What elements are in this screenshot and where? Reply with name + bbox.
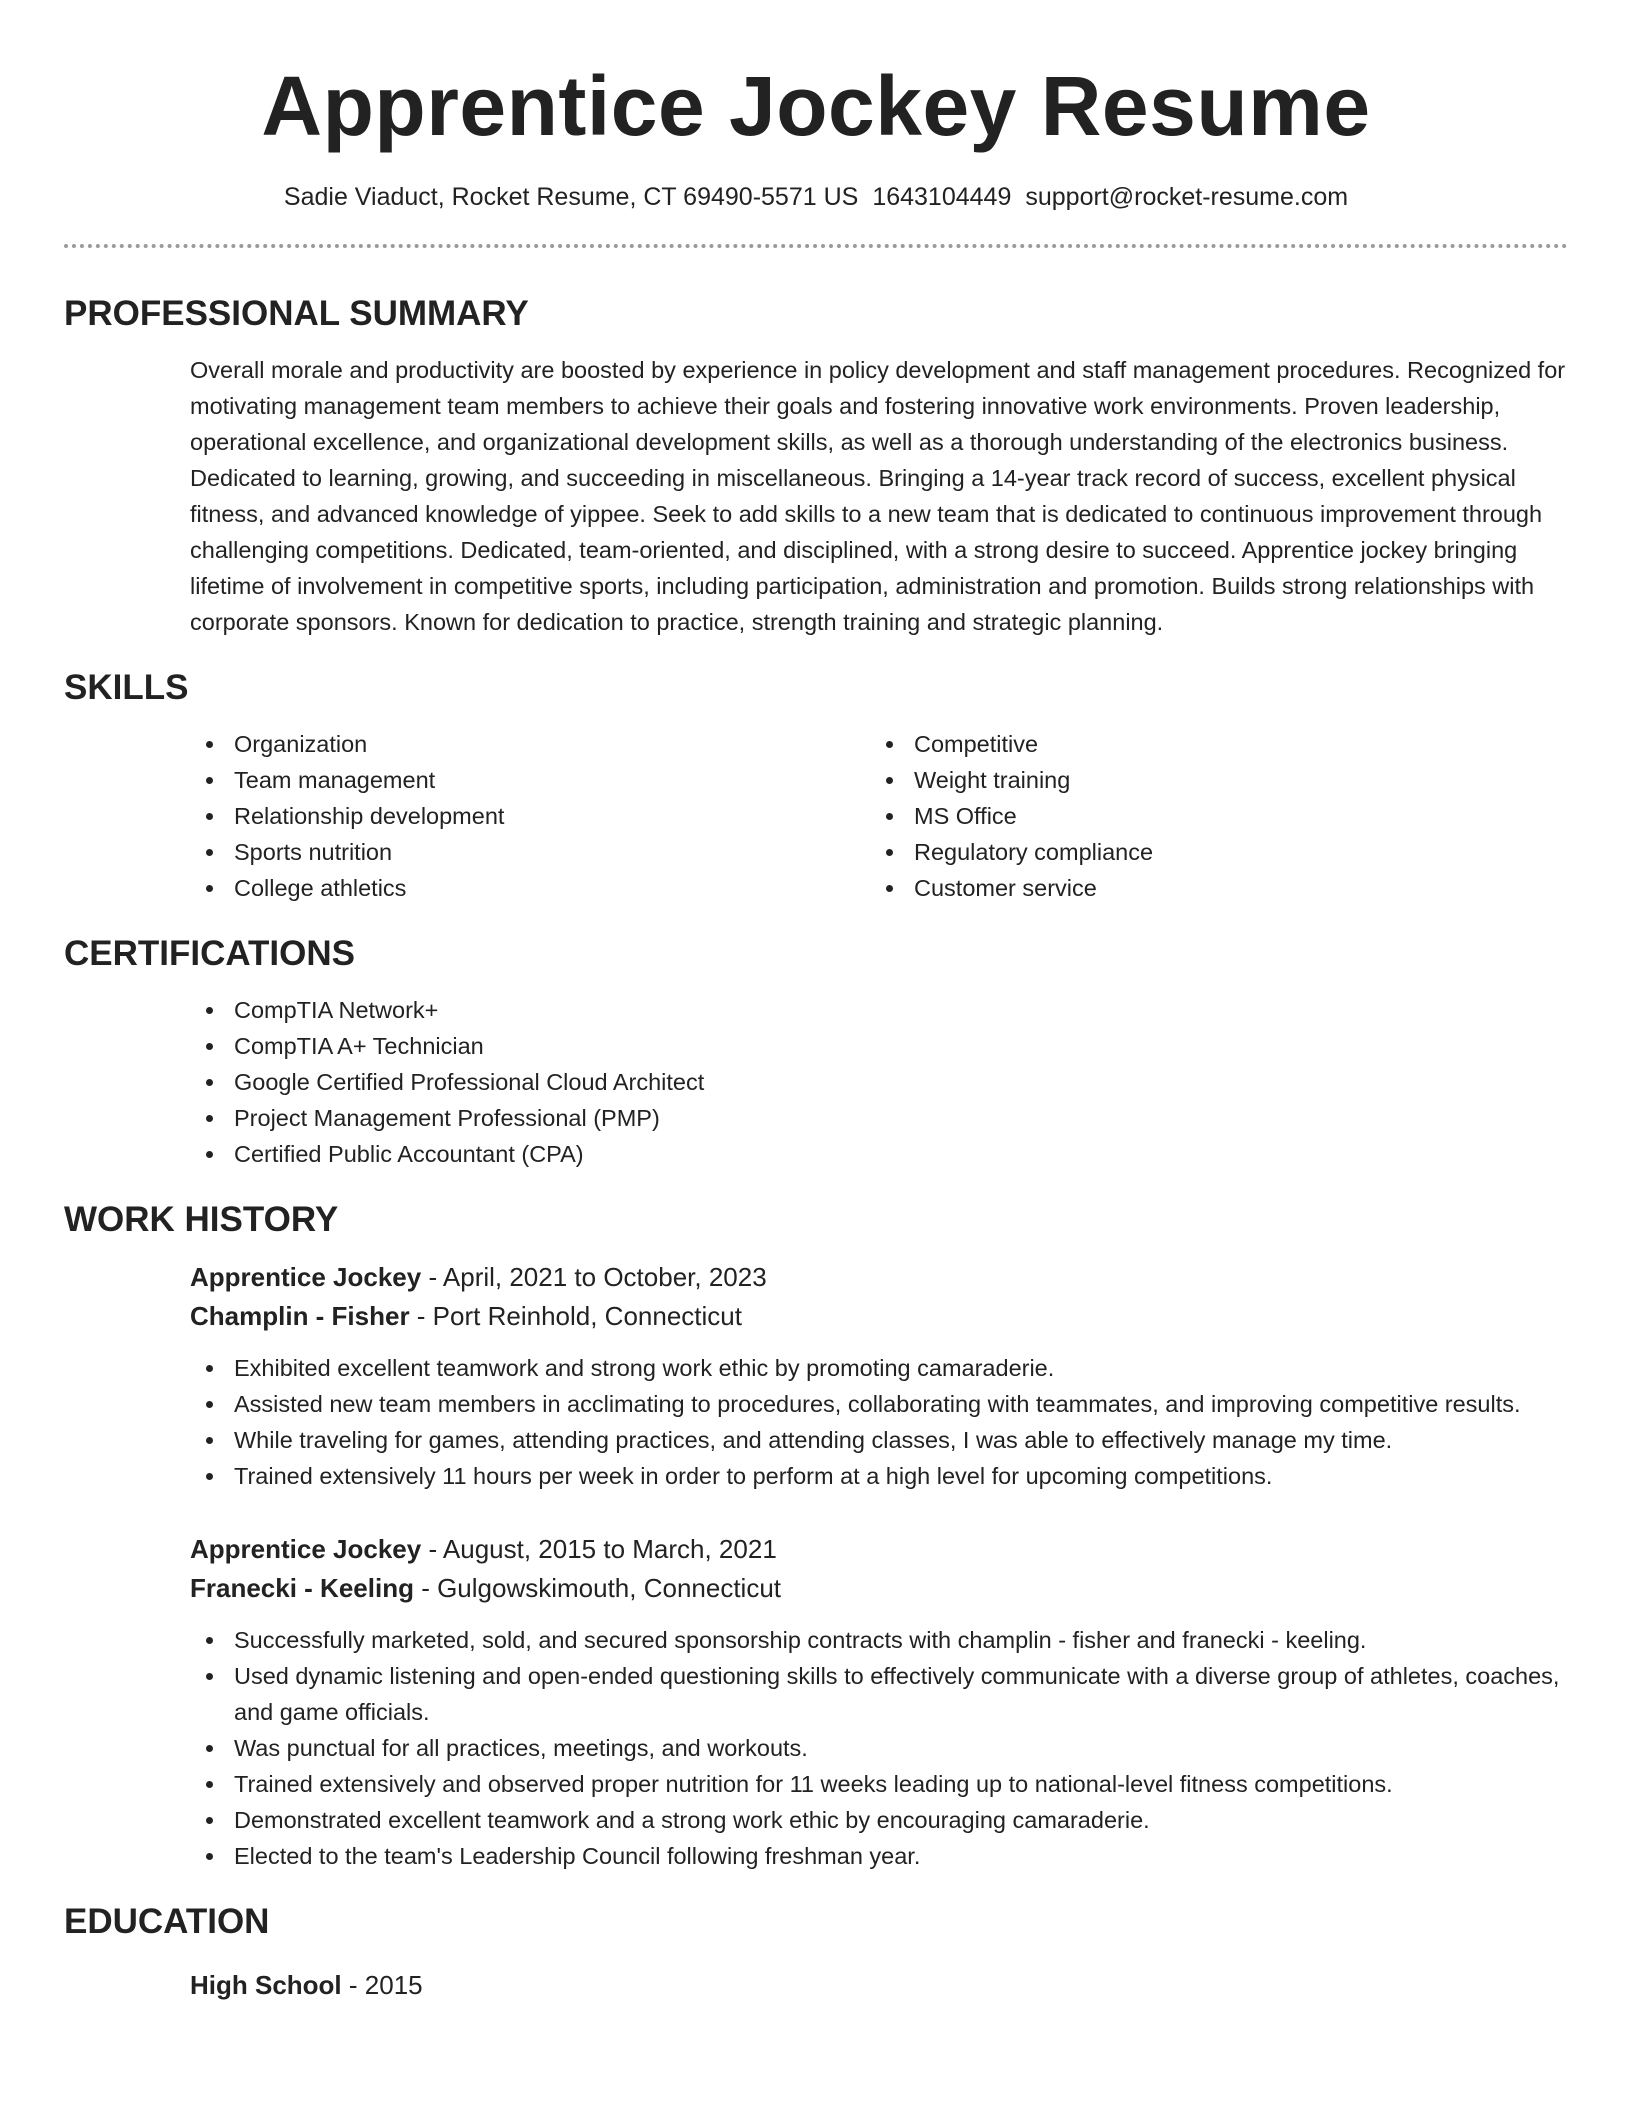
- job-title-line: [190, 1530, 1568, 1569]
- certifications-list: [190, 992, 1568, 1172]
- contact-line: [64, 180, 1568, 214]
- summary-heading: PROFESSIONAL SUMMARY: [64, 294, 529, 333]
- education-line: [190, 1966, 1568, 2005]
- job-location: - Gulgowskimouth, Connecticut: [413, 1573, 782, 1603]
- job-company-line: [190, 1569, 1568, 1608]
- job-dates: - August, 2015 to March, 2021: [421, 1534, 777, 1564]
- job-title-line: [190, 1258, 1568, 1297]
- job-entry: [190, 1258, 1568, 1494]
- job-bullets: [190, 1622, 1568, 1874]
- education-year: - 2015: [341, 1970, 423, 2000]
- job-bullet: Trained extensively 11 hours per week in order to perform at a high level for upcoming competitions.: [190, 1458, 1568, 1494]
- job-title: Apprentice Jockey: [190, 1262, 422, 1292]
- job-bullet: Trained extensively and observed proper nutrition for 11 weeks leading up to national-level fitness competitions.: [190, 1766, 1568, 1802]
- skill-item: Customer service: [870, 870, 1550, 906]
- contact-phone: 1643104449: [872, 183, 1012, 211]
- job-bullet: Assisted new team members in acclimating to procedures, collaborating with teammates, and improving competitive results.: [190, 1386, 1568, 1422]
- certification-item: Certified Public Accountant (CPA): [190, 1136, 1568, 1172]
- education-degree: High School: [190, 1970, 342, 2000]
- certifications-section: [190, 992, 1568, 1172]
- header-divider: [64, 244, 1568, 248]
- resume-title: Apprentice Jockey Resume: [261, 59, 1371, 153]
- education-entry: [190, 1966, 1568, 2005]
- skills-heading: SKILLS: [64, 668, 189, 707]
- job-bullet: While traveling for games, attending practices, and attending classes, I was able to effectively manage my time.: [190, 1422, 1568, 1458]
- skills-column-left: [190, 726, 870, 906]
- certifications-heading: CERTIFICATIONS: [64, 934, 356, 973]
- contact-email: support@rocket-resume.com: [1025, 183, 1349, 211]
- skill-item: Organization: [190, 726, 870, 762]
- skills-list: [190, 726, 1568, 906]
- skill-item: Weight training: [870, 762, 1550, 798]
- job-company: Champlin - Fisher: [190, 1301, 410, 1331]
- certification-item: Google Certified Professional Cloud Architect: [190, 1064, 1568, 1100]
- certification-item: CompTIA Network+: [190, 992, 1568, 1028]
- work-history-heading: WORK HISTORY: [64, 1200, 339, 1239]
- job-bullets: [190, 1350, 1568, 1494]
- job-bullet: Elected to the team's Leadership Council following freshman year.: [190, 1838, 1568, 1874]
- skill-item: Competitive: [870, 726, 1550, 762]
- job-bullet: Was punctual for all practices, meetings, and workouts.: [190, 1730, 1568, 1766]
- job-entry: [190, 1530, 1568, 1874]
- education-heading: EDUCATION: [64, 1902, 270, 1941]
- skill-item: Regulatory compliance: [870, 834, 1550, 870]
- skill-item: Relationship development: [190, 798, 870, 834]
- summary-text: Overall morale and productivity are boosted by experience in policy development and staff management procedures. Recognized for motivating management team members to achieve their goals and fostering innovative work environments. Proven leadership, operational excellence, and organizational development skills, as well as a thorough understanding of the electronics business. Dedicated to learning, growing, and succeeding in miscellaneous. Bringing a 14-year track record of success, excellent physical fitness, and advanced knowledge of yippee. Seek to add skills to a new team that is dedicated to continuous improvement through challenging competitions. Dedicated, team-oriented, and disciplined, with a strong desire to succeed. Apprentice jockey bringing lifetime of involvement in competitive sports, including participation, administration and promotion. Builds strong relationships with corporate sponsors. Known for dedication to practice, strength training and strategic planning.: [190, 357, 1566, 635]
- job-location: - Port Reinhold, Connecticut: [409, 1301, 742, 1331]
- skill-item: MS Office: [870, 798, 1550, 834]
- skill-item: Sports nutrition: [190, 834, 870, 870]
- job-bullet: Used dynamic listening and open-ended questioning skills to effectively communicate with a diverse group of athletes, coaches, and game officials.: [190, 1658, 1568, 1730]
- skills-column-right: [870, 726, 1550, 906]
- job-bullet: Exhibited excellent teamwork and strong work ethic by promoting camaraderie.: [190, 1350, 1568, 1386]
- job-dates: - April, 2021 to October, 2023: [421, 1262, 767, 1292]
- certification-item: CompTIA A+ Technician: [190, 1028, 1568, 1064]
- job-company: Franecki - Keeling: [190, 1573, 414, 1603]
- job-company-line: [190, 1297, 1568, 1336]
- certification-item: Project Management Professional (PMP): [190, 1100, 1568, 1136]
- job-bullet: Successfully marketed, sold, and secured sponsorship contracts with champlin - fisher and franecki - keeling.: [190, 1622, 1568, 1658]
- skill-item: College athletics: [190, 870, 870, 906]
- job-title: Apprentice Jockey: [190, 1534, 422, 1564]
- skill-item: Team management: [190, 762, 870, 798]
- resume-page: [64, 0, 1568, 2005]
- contact-address: Sadie Viaduct, Rocket Resume, CT 69490-5571 US: [283, 183, 859, 211]
- job-bullet: Demonstrated excellent teamwork and a strong work ethic by encouraging camaraderie.: [190, 1802, 1568, 1838]
